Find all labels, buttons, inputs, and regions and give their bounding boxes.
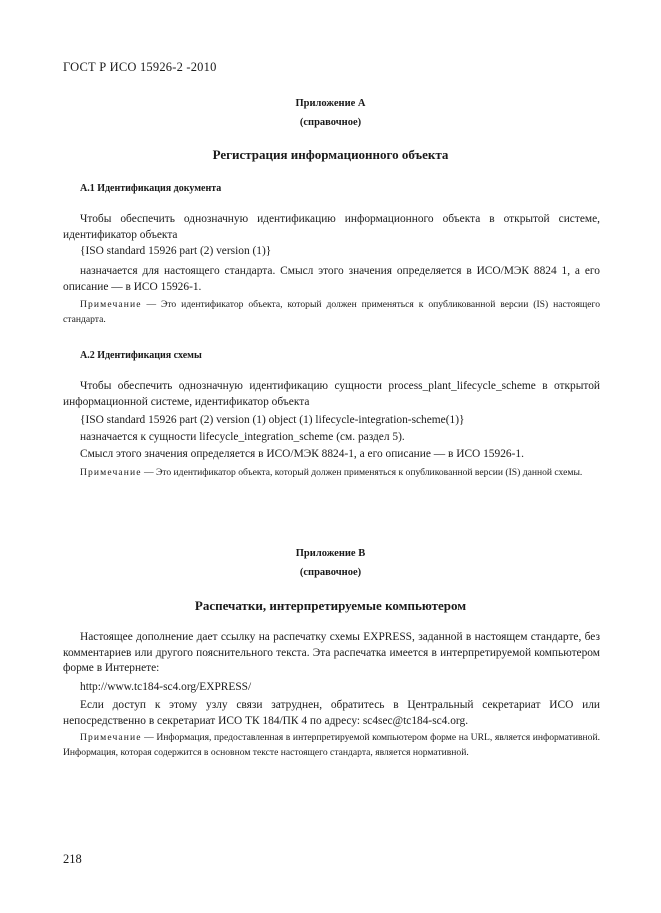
appendix-b-label: Приложение В	[295, 548, 366, 559]
appendix-b-status: (справочное)	[299, 567, 362, 578]
standard-header: ГОСТ Р ИСО 15926-2 -2010	[63, 60, 217, 74]
section-a1-heading: А.1 Идентификация документа	[80, 183, 222, 194]
express-url: http://www.tc184-sc4.org/EXPRESS/	[80, 681, 252, 693]
a2-paragraph-3: Смысл этого значения определяется в ИСО/МЭК 8824-1, а его описание — в ИСО 15926-1.	[80, 448, 524, 460]
appendix-b-title: Распечатки, интерпретируемые компьютером	[194, 598, 467, 613]
a1-paragraph-1: Чтобы обеспечить однозначную идентификацию информационного объекта в открытой системе, идентификатор объекта	[63, 213, 600, 241]
a1-note	[63, 298, 600, 327]
b-note	[63, 731, 600, 760]
b-note-text: — Информация, предоставленная в интерпретируемой компьютером форме на URL, является информативной. Информация, которая содержится в основном тексте настоящего стандарта, является нормативной.	[63, 732, 600, 758]
b-paragraph-1: Настоящее дополнение дает ссылку на распечатку схемы EXPRESS, заданной в настоящем стандарте, без комментариев или другого пояснительного текста. Эта распечатка имеется в интерпретируемой компьютером форме в Интернете:	[63, 631, 600, 675]
appendix-a-label: Приложение А	[295, 98, 366, 109]
a2-note-text: — Это идентификатор объекта, который должен применяться к опубликованной версии (IS) данной схемы.	[141, 467, 583, 478]
page-number: 218	[63, 852, 82, 866]
a2-paragraph-2: назначается к сущности lifecycle_integration_scheme (см. раздел 5).	[80, 431, 405, 443]
b-paragraph-2: Если доступ к этому узлу связи затруднен, обратитесь в Центральный секретариат ИСО или непосредственно в секретариат ИСО ТК 184/ПК 4 по адресу: sc4sec@tc184-sc4.org.	[63, 699, 600, 727]
a1-note-text: — Это идентификатор объекта, который должен применяться к опубликованной версии (IS) настоящего стандарта.	[63, 299, 600, 325]
a1-note-label: Примечание	[80, 299, 142, 310]
a2-note	[63, 466, 600, 481]
a1-object-identifier: {ISO standard 15926 part (2) version (1)}	[80, 245, 272, 257]
appendix-a-title: Регистрация информационного объекта	[212, 147, 449, 162]
a2-paragraph-1: Чтобы обеспечить однозначную идентификацию сущности process_plant_lifecycle_scheme в открытой информационной системе, идентификатор объекта	[63, 380, 600, 408]
b-note-label: Примечание	[80, 732, 142, 743]
a2-note-label: Примечание	[80, 467, 142, 478]
section-a2-heading: А.2 Идентификация схемы	[80, 350, 202, 361]
a1-paragraph-2: назначается для настоящего стандарта. Смысл этого значения определяется в ИСО/МЭК 8824 1, а его описание — в ИСО 15926-1.	[63, 265, 600, 293]
appendix-a-status: (справочное)	[299, 117, 362, 128]
a2-object-identifier: {ISO standard 15926 part (2) version (1) object (1) lifecycle-integration-scheme(1)}	[80, 414, 465, 426]
